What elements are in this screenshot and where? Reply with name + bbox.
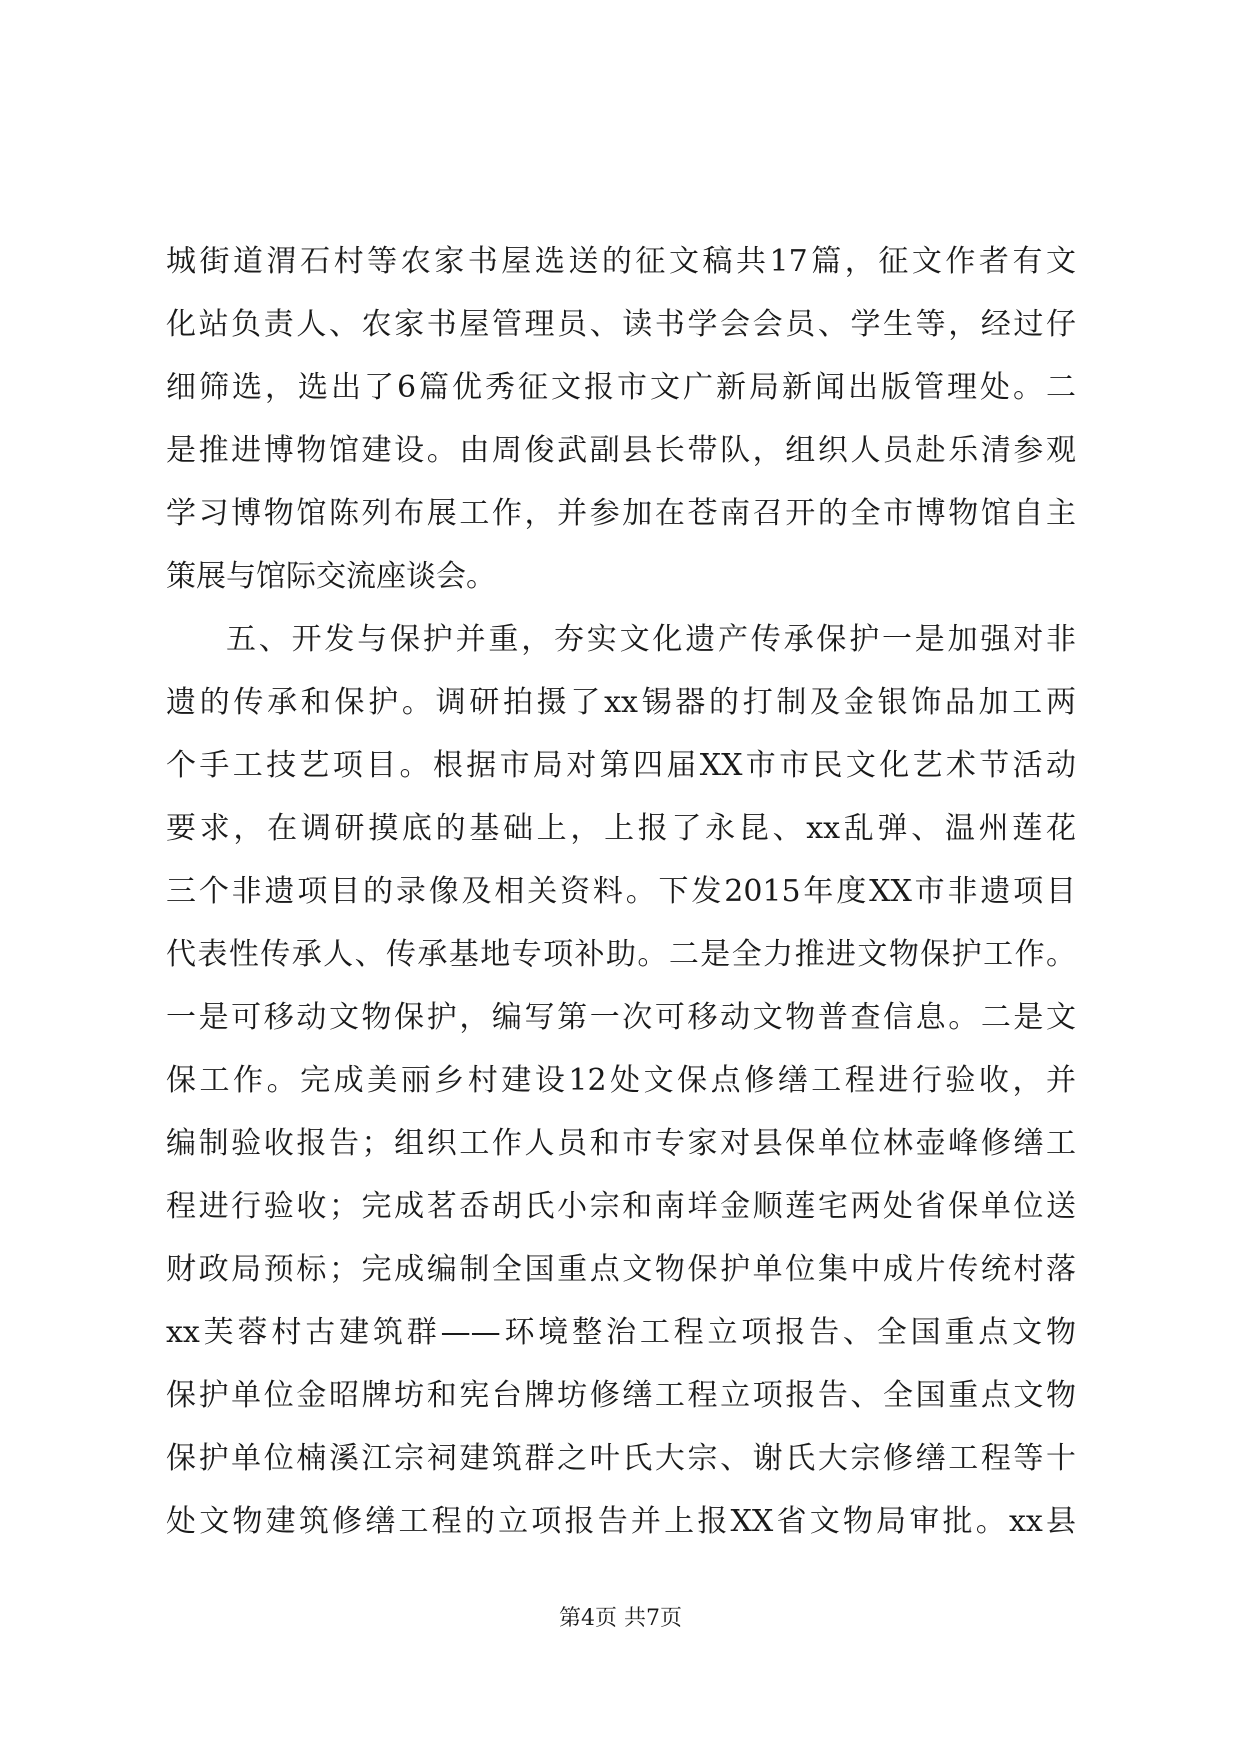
text-line: 细筛选，选出了6篇优秀征文报市文广新局新闻出版管理处。二 [166,370,1076,405]
text-line: 要求，在调研摸底的基础上，上报了永昆、xx乱弹、温州莲花 [166,811,1076,846]
text-line: 程进行验收；完成茗岙胡氏小宗和南垟金顺莲宅两处省保单位送 [166,1189,1076,1224]
text-line: 处文物建筑修缮工程的立项报告并上报XX省文物局审批。xx县 [166,1504,1076,1539]
body-text [166,230,1076,1553]
text-line: 策展与馆际交流座谈会。 [166,559,496,594]
text-line: 编制验收报告；组织工作人员和市专家对县保单位林壶峰修缮工 [166,1126,1076,1161]
text-line: 财政局预标；完成编制全国重点文物保护单位集中成片传统村落 [166,1252,1076,1287]
text-line: 遗的传承和保护。调研拍摄了xx锡器的打制及金银饰品加工两 [166,685,1076,720]
text-line: 三个非遗项目的录像及相关资料。下发2015年度XX市非遗项目 [166,874,1076,909]
text-line: 保工作。完成美丽乡村建设12处文保点修缮工程进行验收，并 [166,1063,1076,1098]
text-line: 化站负责人、农家书屋管理员、读书学会会员、学生等，经过仔 [166,307,1076,342]
text-line: 学习博物馆陈列布展工作，并参加在苍南召开的全市博物馆自主 [166,496,1076,531]
text-line: xx芙蓉村古建筑群——环境整治工程立项报告、全国重点文物 [166,1315,1076,1350]
text-line: 保护单位楠溪江宗祠建筑群之叶氏大宗、谢氏大宗修缮工程等十 [166,1441,1076,1476]
text-line: 一是可移动文物保护，编写第一次可移动文物普查信息。二是文 [166,1000,1076,1035]
section-heading-line: 五、开发与保护并重，夯实文化遗产传承保护一是加强对非 [226,622,1076,657]
text-line: 保护单位金昭牌坊和宪台牌坊修缮工程立项报告、全国重点文物 [166,1378,1076,1413]
text-line: 是推进博物馆建设。由周俊武副县长带队，组织人员赴乐清参观 [166,433,1076,468]
text-line: 个手工技艺项目。根据市局对第四届XX市市民文化艺术节活动 [166,748,1076,783]
text-line: 代表性传承人、传承基地专项补助。二是全力推进文物保护工作。 [166,937,1076,972]
text-line: 城街道渭石村等农家书屋选送的征文稿共17篇，征文作者有文 [166,244,1076,279]
page-number-footer: 第4页 共7页 [559,1606,682,1631]
